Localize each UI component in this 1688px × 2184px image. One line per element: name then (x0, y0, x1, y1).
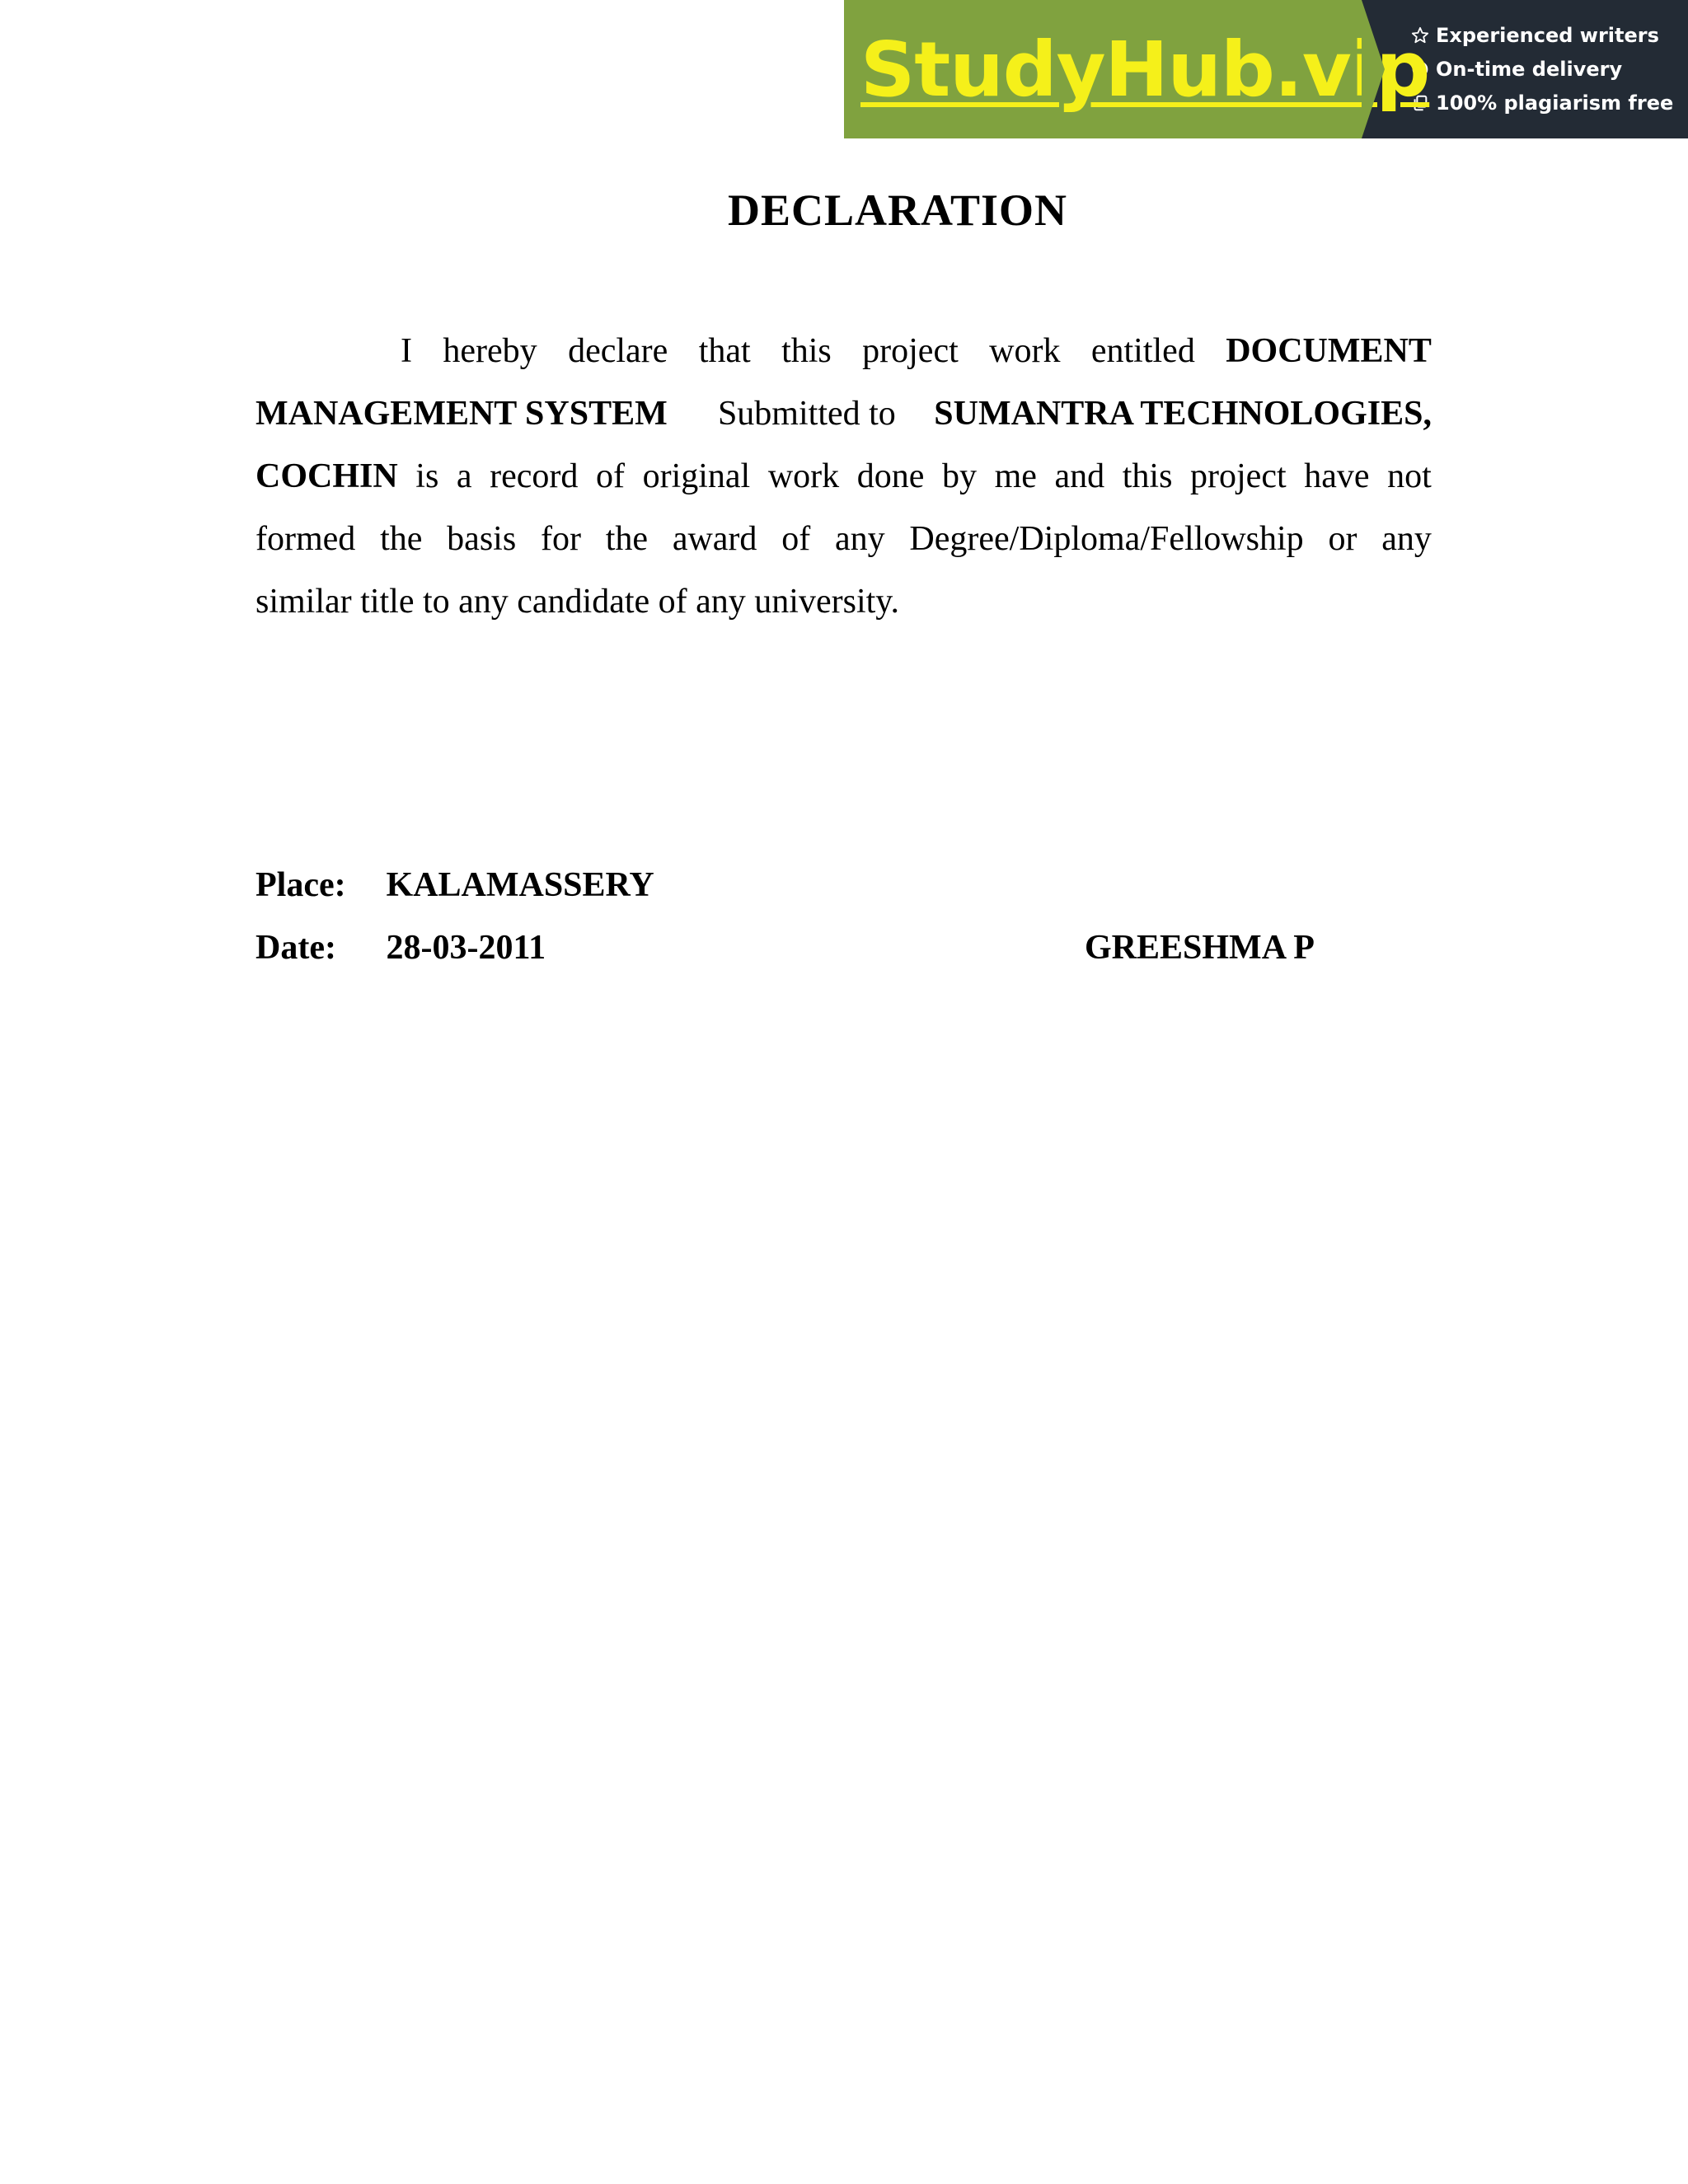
word: declare (568, 332, 668, 370)
word: that (698, 332, 751, 370)
word: of (596, 457, 625, 495)
word: of (781, 520, 811, 558)
feature-label: 100% plagiarism free (1436, 91, 1674, 115)
word: have (1304, 457, 1370, 495)
organization-city: COCHIN (256, 457, 398, 495)
word: any (1381, 520, 1432, 558)
word: is (415, 457, 439, 495)
studyhub-logo[interactable]: StudyHub.vip (860, 25, 1430, 114)
phrase: similar title to any candidate of any university. (256, 583, 900, 621)
word: or (1328, 520, 1357, 558)
word: this (1122, 457, 1173, 495)
word: any (834, 520, 885, 558)
feature-label: On-time delivery (1436, 58, 1623, 81)
word: project (862, 332, 959, 370)
feature-plagiarism-free (1409, 87, 1688, 120)
place-label: Place: (256, 866, 346, 904)
word: hereby (443, 332, 537, 370)
word: I (401, 332, 412, 370)
word: work (989, 332, 1061, 370)
word: original (642, 457, 751, 495)
banner-logo-area (844, 0, 1430, 138)
page-title: DECLARATION (727, 185, 1068, 235)
date-row (256, 923, 546, 972)
word: a (456, 457, 472, 495)
word: done (856, 457, 925, 495)
word: record (490, 457, 579, 495)
word: for (540, 520, 581, 558)
word: award (672, 520, 757, 558)
paragraph-line-2 (256, 382, 1432, 445)
feature-label: Experienced writers (1436, 24, 1659, 47)
banner-chevron (1362, 0, 1385, 138)
word: work (767, 457, 840, 495)
word: formed (256, 520, 356, 558)
word: this (781, 332, 832, 370)
project-title-part: DOCUMENT (1226, 332, 1432, 370)
place-row (256, 860, 654, 910)
word: and (1054, 457, 1105, 495)
word: Degree/Diploma/Fellowship (909, 520, 1304, 558)
paragraph-line-3 (256, 445, 1432, 508)
phrase: Submitted to (717, 395, 896, 433)
paragraph-line-1 (256, 320, 1432, 382)
word: me (994, 457, 1037, 495)
project-title-part: MANAGEMENT SYSTEM (256, 395, 668, 433)
word: entitled (1090, 332, 1195, 370)
feature-experienced-writers (1409, 19, 1688, 53)
word: the (605, 520, 649, 558)
paragraph-line-5 (256, 570, 1432, 633)
word: by (942, 457, 977, 495)
date-value: 28-03-2011 (386, 929, 546, 967)
date-label: Date: (256, 929, 336, 967)
feature-on-time-delivery (1409, 53, 1688, 87)
signature-name: GREESHMA P (1085, 929, 1315, 967)
studyhub-banner[interactable] (844, 0, 1688, 138)
word: project (1190, 457, 1287, 495)
word: not (1387, 457, 1432, 495)
organization-name: SUMANTRA TECHNOLOGIES, (934, 395, 1432, 433)
paragraph-line-4 (256, 508, 1432, 570)
declaration-paragraph (256, 320, 1432, 633)
place-value: KALAMASSERY (386, 866, 654, 904)
word: basis (447, 520, 517, 558)
word: the (380, 520, 423, 558)
